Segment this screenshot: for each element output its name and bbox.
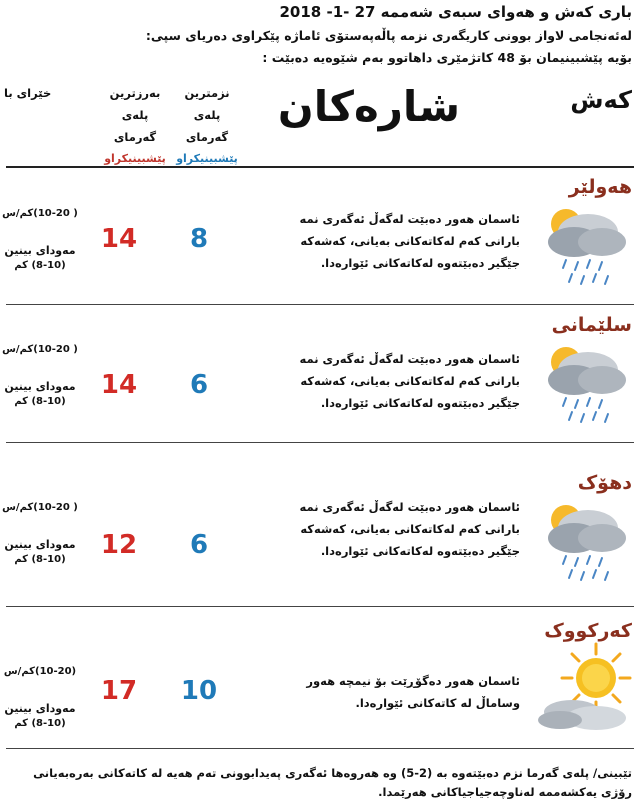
max-temp-header-predicted: پێشبینیکراو — [104, 152, 166, 165]
max-temp-value: 17 — [100, 676, 138, 706]
wind-speed: ( 10-20)کم/س — [2, 208, 78, 219]
cloud-rain-sun-icon — [536, 196, 640, 292]
weather-description: ئاسمان هەور دەبێت لەگەڵ ئەگەری نمە بارانی کەم لەکاتەکانی بەیانی، کەشەکە جێگیر دەبێتەوە لەکاتەکانی ئێوارەدا. — [299, 352, 520, 410]
wind-cell — [2, 500, 78, 567]
row-divider — [6, 748, 634, 749]
visibility-value: (8-10) کم — [14, 396, 66, 407]
cloud-rain-sun-icon — [536, 492, 640, 588]
column-header-cities: شارەکان — [277, 82, 460, 131]
bulletin-subtitle-line2: بۆیە پێشبینیمان بۆ 48 کاتژمێری داهاتوو بەم شێوەیە دەبێت : — [262, 50, 632, 65]
max-temp-header-line2: پلەی — [121, 108, 149, 122]
weather-description: ئاسمان هەور دەبێت لەگەڵ ئەگەری نمە بارانی کەم لەکاتەکانی بەیانی، کەشەکە جێگیر دەبێتەوە لەکاتەکانی ئێوارەدا. — [299, 212, 520, 270]
visibility-label: مەودای بینین — [4, 702, 76, 715]
max-temp-value: 14 — [100, 224, 138, 254]
visibility-label: مەودای بینین — [4, 538, 76, 551]
min-temp-value: 6 — [189, 530, 209, 560]
wind-cell — [2, 342, 78, 409]
footer-note: تێبینی/ پلەی گەرما نزم دەبێتەوە بە (2-5) وە هەروەها ئەگەری پەیدابوونی تەم هەیە لە کاتەکانی بەرەبەیانی رۆژی یەکشەممە لەناوچەجیاجیاکانی هەرێمدا. — [33, 766, 632, 799]
weather-description: ئاسمان هەور دەبێت لەگەڵ ئەگەری نمە بارانی کەم لەکاتەکانی بەیانی، کەشەکە جێگیر دەبێتەوە لەکاتەکانی ئێوارەدا. — [299, 500, 520, 558]
wind-speed: ( 10-20)کم/س — [2, 344, 78, 355]
max-temp-value: 12 — [100, 530, 138, 560]
city-name: دهۆک — [577, 472, 632, 494]
row-divider — [6, 442, 634, 443]
max-temp-header-line1: بەرزترین — [109, 86, 161, 100]
min-temp-header-line2: پلەی — [193, 108, 221, 122]
visibility-label: مەودای بینین — [4, 380, 76, 393]
max-temp-value: 14 — [100, 370, 138, 400]
bulletin-title: باری کەش و هەوای سبەی شەممە 27 -1- 2018 — [279, 3, 632, 21]
wind-cell — [2, 206, 78, 273]
column-header-wind: خێرای با — [4, 86, 52, 100]
min-temp-value: 10 — [180, 676, 218, 706]
column-header-min-temp — [172, 82, 242, 170]
cloud-rain-sun-icon — [536, 334, 640, 430]
visibility-value: (8-10) کم — [14, 554, 66, 565]
visibility-value: (8-10) کم — [14, 718, 66, 729]
sun-behind-cloud-icon — [536, 640, 640, 736]
visibility-label: مەودای بینین — [4, 244, 76, 257]
min-temp-header-line3: گەرمای — [185, 130, 229, 144]
header-divider — [6, 166, 634, 168]
column-header-weather: کەش — [570, 86, 632, 114]
city-name: سلێمانی — [551, 314, 632, 336]
city-name: هەولێر — [568, 176, 632, 198]
min-temp-header-predicted: پێشبینیکراو — [176, 152, 238, 165]
column-header-max-temp — [100, 82, 170, 170]
min-temp-value: 8 — [189, 224, 209, 254]
row-divider — [6, 606, 634, 607]
wind-cell — [2, 664, 78, 731]
row-divider — [6, 304, 634, 305]
bulletin-subtitle-line1: لەئەنجامی لاواز بوونی کاریگەری نزمە پاڵەپەستۆی ئاماژە پێکراوی دەریای سپی: — [145, 28, 632, 43]
wind-speed: ( 10-20)کم/س — [2, 502, 78, 513]
min-temp-header-line1: نزمترین — [184, 86, 230, 100]
wind-speed: (10-20)کم/س — [3, 666, 77, 677]
min-temp-value: 6 — [189, 370, 209, 400]
weather-description: ئاسمان هەور دەگۆڕێت بۆ نیمچە هەور وساماڵ لە کاتەکانی ئێوارەدا. — [306, 674, 520, 710]
visibility-value: (8-10) کم — [14, 260, 66, 271]
max-temp-header-line3: گەرمای — [113, 130, 157, 144]
city-name: کەرکووک — [544, 620, 632, 642]
